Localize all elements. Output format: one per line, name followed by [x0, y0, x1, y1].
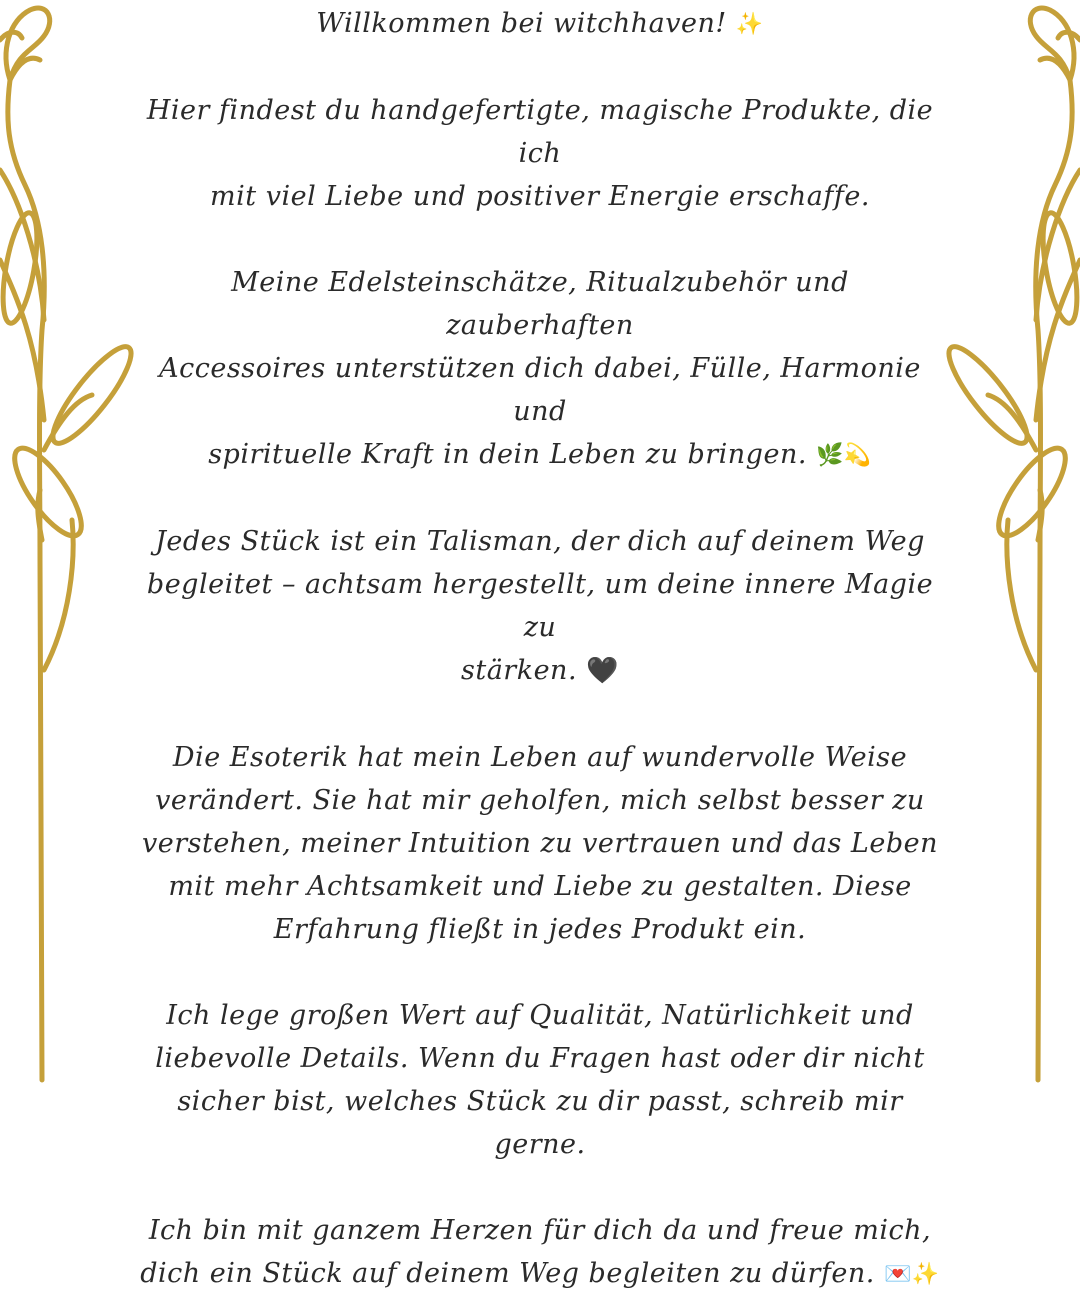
text-line: sicher bist, welches Stück zu dir passt, schreib mir gerne.	[177, 1086, 903, 1160]
text-line: liebevolle Details. Wenn du Fragen hast oder dir nicht	[155, 1043, 925, 1074]
sparkles-icon: ✨	[735, 12, 764, 37]
paragraph-talisman	[140, 520, 940, 693]
text-line: Erfahrung fließt in jedes Produkt ein.	[273, 914, 807, 945]
black-heart-icon: 🖤	[586, 656, 619, 686]
text-line: verändert. Sie hat mir geholfen, mich selbst besser zu	[155, 785, 925, 816]
text-line: Ich lege großen Wert auf Qualität, Natürlichkeit und	[166, 1000, 914, 1031]
welcome-line: Willkommen bei witchhaven!	[316, 8, 727, 39]
paragraph-handmade	[140, 89, 940, 218]
golden-vine-left-decoration	[0, 0, 130, 1080]
text-line: verstehen, meiner Intuition zu vertrauen und das Leben	[141, 828, 938, 859]
text-line: Meine Edelsteinschätze, Ritualzubehör und zauberhaften	[231, 267, 849, 341]
text-line: mit viel Liebe und positiver Energie erschaffe.	[210, 181, 870, 212]
paragraph-esoterik	[140, 736, 940, 951]
text-line: Hier findest du handgefertigte, magische Produkte, die ich	[146, 95, 934, 169]
text-line: stärken. 🖤	[140, 649, 940, 693]
herb-and-dizzy-star-icon: 🌿💫	[816, 443, 872, 468]
text-line: begleitet – achtsam hergestellt, um deine innere Magie zu	[146, 569, 934, 643]
love-letter-and-sparkles-icon: 💌✨	[883, 1262, 940, 1287]
paragraph-welcome	[140, 2, 940, 46]
text-line: Jedes Stück ist ein Talisman, der dich auf deinem Weg	[155, 526, 925, 557]
paragraph-quality	[140, 994, 940, 1166]
text-line: mit mehr Achtsamkeit und Liebe zu gestalten. Diese	[168, 871, 912, 902]
text-line: Ich bin mit ganzem Herzen für dich da und freue mich,	[148, 1215, 932, 1246]
golden-vine-right-decoration	[950, 0, 1080, 1080]
text-line: Accessoires unterstützen dich dabei, Fülle, Harmonie und	[159, 353, 921, 427]
paragraph-closing	[140, 1209, 940, 1296]
text-line: Die Esoterik hat mein Leben auf wundervolle Weise	[172, 742, 908, 773]
text-line: dich ein Stück auf deinem Weg begleiten zu dürfen. 💌✨	[140, 1252, 940, 1296]
text-line: spirituelle Kraft in dein Leben zu bringen. 🌿💫	[140, 433, 940, 477]
paragraph-gemstones	[140, 261, 940, 477]
welcome-text-block	[140, 0, 940, 1296]
